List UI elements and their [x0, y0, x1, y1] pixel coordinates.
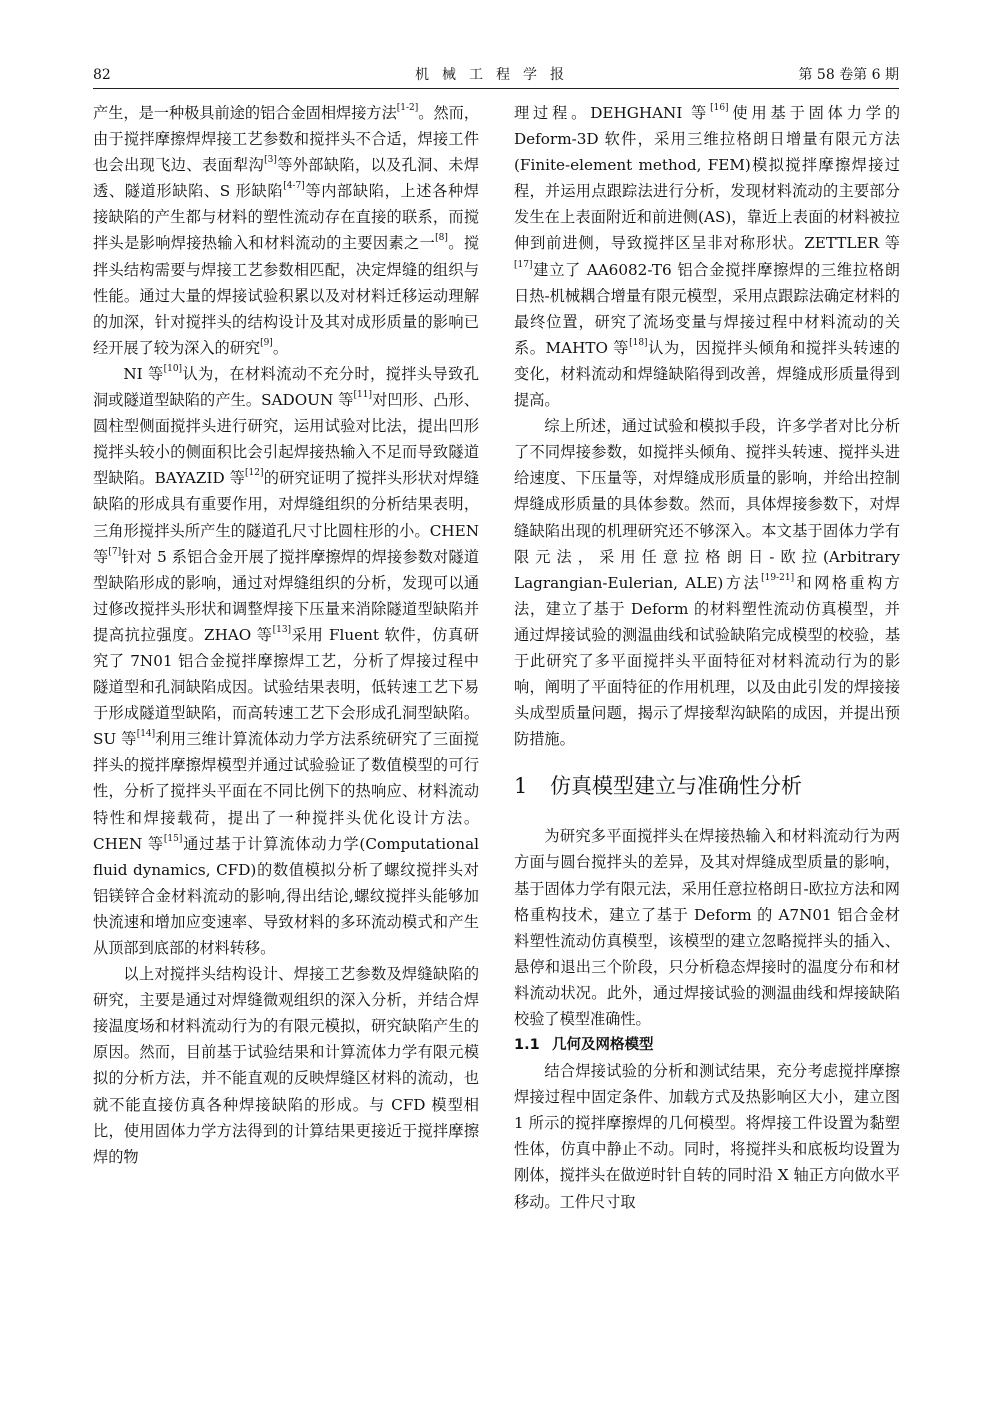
citation-ref: [11]	[353, 389, 372, 400]
text-run: 针对 5 系铝合金开展了搅拌摩擦焊的焊接参数对隧道型缺陷形成的影响，通过对焊缝组织的分析，发现可以通过修改搅拌头形状和调整焊接下压量来消除隧道型缺陷并提高抗拉强度。ZHAO 等	[93, 547, 479, 644]
section-heading	[514, 771, 900, 801]
text-run: 认为，在材料流动不充分时，搅拌头导致孔洞或隧道型缺陷的产生。SADOUN 等	[93, 364, 479, 410]
running-header	[93, 62, 899, 89]
citation-ref: [18]	[629, 337, 648, 348]
journal-title: 机械工程学报	[415, 67, 577, 83]
citation-ref: [12]	[245, 468, 264, 479]
right-column	[514, 100, 900, 1215]
left-paragraph-1	[93, 100, 479, 361]
text-run: 理过程。DEHGHANI 等	[514, 104, 711, 122]
right-paragraph-1	[514, 100, 900, 413]
subsection-heading	[514, 1032, 900, 1058]
left-paragraph-3	[93, 961, 479, 1170]
citation-ref: [16]	[710, 102, 729, 113]
subsection-title: 几何及网格模型	[552, 1037, 654, 1054]
section-title: 仿真模型建立与准确性分析	[550, 774, 802, 799]
text-run: 。	[272, 338, 288, 357]
text-run: 。然而，由于搅拌摩擦焊焊接工艺参数和搅拌头不合适，焊接工件也会出现飞边、表面犁沟	[93, 104, 480, 175]
text-run: 对凹形、凸形、圆柱型侧面搅拌头进行研究，运用试验对比法，提出凹形搅拌头较小的侧面积比会引起焊接热输入不足而导致隧道型缺陷。BAYAZID 等	[93, 391, 480, 488]
text-run: NI 等	[123, 364, 164, 383]
text-run: 等外部缺陷，以及孔洞、未焊透、隧道形缺陷、S 形缺陷	[93, 156, 480, 201]
text-run: 利用三维计算流体动力学方法系统研究了三面搅拌头的搅拌摩擦焊模型并通过试验验证了数值模型的可行性，分析了搅拌头平面在不同比例下的热响应、材料流动特性和焊接载荷，提出了一种搅拌头优化设计方法。CHEN 等	[93, 730, 479, 853]
text-run: 的研究证明了搅拌头形状对焊缝缺陷的形成具有重要作用，对焊缝组织的分析结果表明，三角形搅拌头所产生的隧道孔尺寸比圆柱形的小。CHEN 等	[93, 469, 479, 566]
citation-ref: [13]	[272, 624, 292, 635]
volume-issue: 第 58 卷第 6 期	[798, 67, 899, 83]
citation-ref: [19-21]	[761, 572, 795, 583]
text-run: 建立了 AA6082-T6 铝合金搅拌摩擦焊的三维拉格朗日热-机械耦合增量有限元模型，采用点跟踪法确定材料的最终位置，研究了流场变量与焊接过程中材料流动的关系。MAHTO 等	[514, 260, 900, 357]
citation-ref: [8]	[435, 233, 448, 244]
text-run: 使用基于固体力学的 Deform-3D 软件，采用三维拉格朗日增量有限元方法(Finite-element method, FEM)模拟搅拌摩擦焊接过程，并运用点跟踪法进行分析，发现材料流动的主要部分发生在上表面附近和前进侧(AS)，靠近上表面的材料被拉伸到前进侧，导致搅拌区呈非对称形状。ZETTLER 等	[514, 104, 901, 253]
page-number: 82	[93, 67, 111, 83]
text-run: 。搅拌头结构需要与焊接工艺参数相匹配，决定焊缝的组织与性能。通过大量的焊接试验积累以及对材料迁移运动理解的加深，针对搅拌头的结构设计及其对成形质量的影响已经开展了较为深入的研究	[93, 234, 480, 357]
text-run: 通过基于计算流体动力学(Computational fluid dynamics, CFD)的数值模拟分析了螺纹搅拌头对铝镁锌合金材料流动的影响,得出结论,螺纹搅拌头能够加快流速和增加应变速率、导致材料的多环流动模式和产生从顶部到底部的材料转移。	[93, 834, 479, 957]
citation-ref: [15]	[163, 833, 183, 844]
section-number: 1	[514, 774, 528, 799]
citation-ref: [10]	[163, 363, 183, 374]
right-paragraph-4: 结合焊接试验的分析和测试结果，充分考虑搅拌摩擦焊接过程中固定条件、加载方式及热影响区大小，建立图 1 所示的搅拌摩擦焊的几何模型。将焊接工件设置为黏塑性体，仿真中静止不动。同时，将搅拌头和底板均设置为刚体，搅拌头在做逆时针自转的同时沿 X 轴正方向做水平移动。工件尺寸取	[514, 1062, 900, 1211]
left-column	[93, 100, 479, 1170]
citation-ref: [14]	[136, 729, 156, 740]
text-run: 以上对搅拌头结构设计、焊接工艺参数及焊缝缺陷的研究，主要是通过对焊缝微观组织的深入分析，并结合焊接温度场和材料流动行为的有限元模拟，研究缺陷产生的原因。然而，目前基于试验结果和计算流体力学有限元模拟的分析方法，并不能直观的反映焊缝区材料的流动，也就不能直接仿真各种焊接缺陷的形成。与 CFD 模型相比，使用固体力学方法得到的计算结果更接近于搅拌摩擦焊的物	[93, 965, 479, 1166]
text-run: 采用 Fluent 软件，仿真研究了 7N01 铝合金搅拌摩擦焊工艺，分析了焊接过程中隧道型和孔洞缺陷成因。试验结果表明，低转速工艺下易于形成隧道型缺陷，而高转速工艺下会形成孔洞型缺陷。SU 等	[93, 625, 479, 749]
citation-ref: [17]	[514, 259, 533, 270]
text-run: 和网格重构方法，建立了基于 Deform 的材料塑性流动仿真模型，并通过焊接试验的测温曲线和试验缺陷完成模型的校验，基于此研究了多平面搅拌头平面特征对材料流动行为的影响，阐明了平面特征的作用机理，以及由此引发的焊接接头成型质量问题，揭示了焊接犁沟缺陷的成因，并提出预防措施。	[514, 573, 900, 749]
text-run: 认为，因搅拌头倾角和搅拌头转速的变化，材料流动和焊缝缺陷得到改善，焊缝成形质量得到提高。	[514, 338, 900, 410]
citation-ref: [3]	[264, 155, 277, 166]
text-run: 综上所述，通过试验和模拟手段，许多学者对比分析了不同焊接参数，如搅拌头倾角、搅拌头转速、搅拌头进给速度、下压量等，对焊缝成形质量的影响，并给出控制焊缝成形质量的具体参数。然而，具体焊接参数下，对焊缝缺陷出现的机理研究还不够深入。本文基于固体力学有限元法，采用任意拉格朗日-欧拉(Arbitrary Lagrangian-Eulerian, ALE)方法	[514, 417, 900, 592]
subsection-number: 1.1	[514, 1037, 540, 1054]
citation-ref: [9]	[260, 337, 273, 348]
left-paragraph-2	[93, 361, 479, 961]
citation-ref: [4-7]	[283, 181, 305, 192]
text-run: 等内部缺陷，上述各种焊接缺陷的产生都与材料的塑性流动存在直接的联系，而搅拌头是影响焊接热输入和材料流动的主要因素之一	[93, 182, 479, 253]
citation-ref: [1-2]	[396, 102, 419, 113]
right-paragraph-2	[514, 413, 900, 752]
right-paragraph-3: 为研究多平面搅拌头在焊接热输入和材料流动行为两方面与圆台搅拌头的差异，及其对焊缝成型质量的影响，基于固体力学有限元法，采用任意拉格朗日-欧拉方法和网格重构技术，建立了基于 Deform 的 A7N01 铝合金材料塑性流动仿真模型，该模型的建立忽略搅拌头的插入、悬停和退出三个阶段，只分析稳态焊接时的温度分布和材料流动状况。此外，通过焊接试验的测温曲线和焊接缺陷校验了模型准确性。	[514, 827, 900, 1028]
citation-ref: [7]	[108, 546, 122, 557]
text-run: 产生，是一种极具前途的铝合金固相焊接方法	[93, 104, 397, 122]
